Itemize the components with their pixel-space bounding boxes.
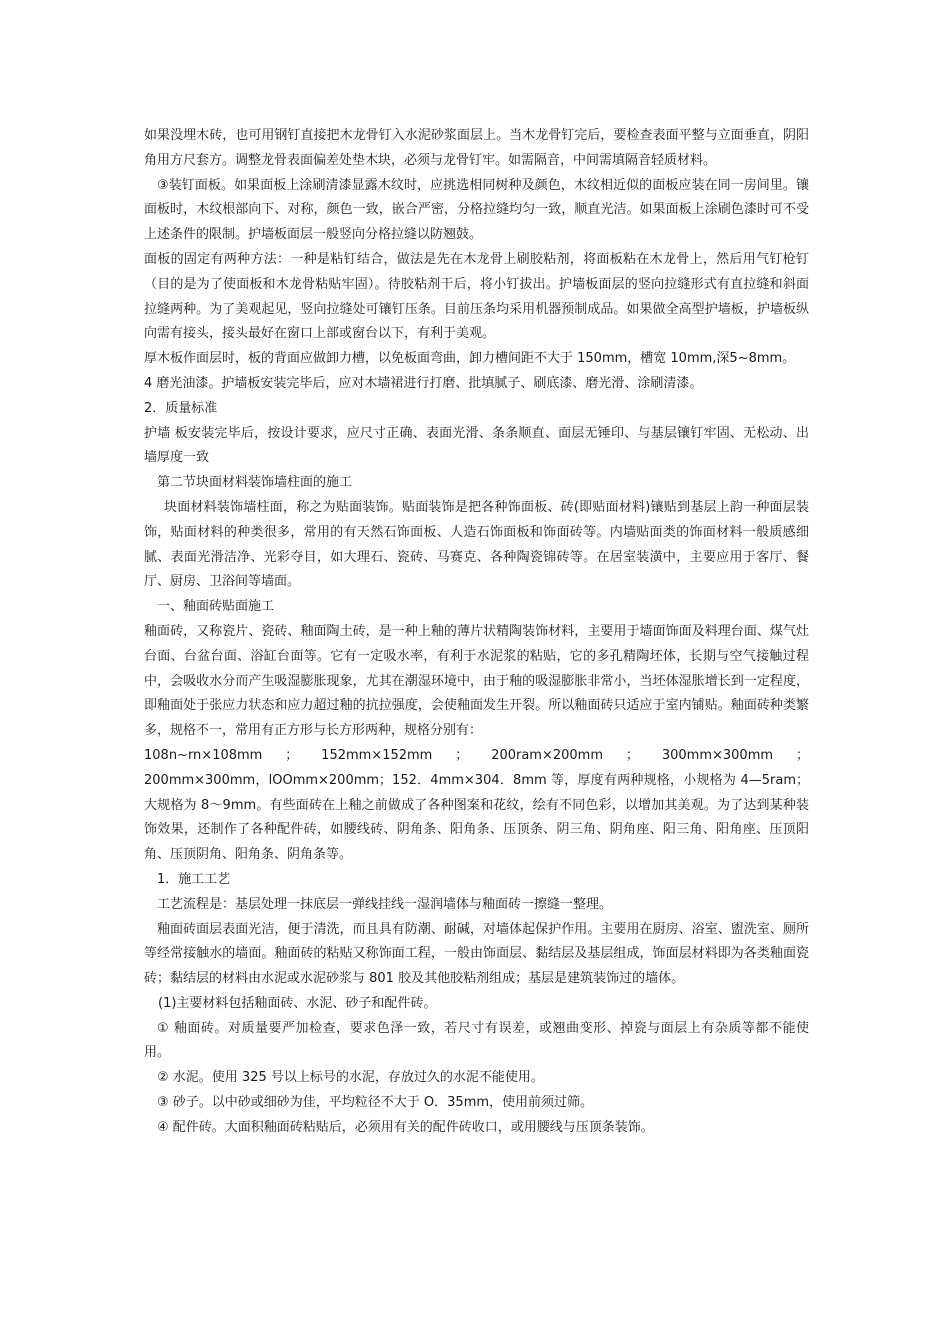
section-heading-block-materials: 第二节块面材料装饰墙柱面的施工	[157, 475, 353, 491]
paragraph-quality-standard: 护墙 板安装完毕后，按设计要求，应尺寸正确、表面光滑、条条顺直、面层无锤印、与基层镶钉牢固、无松动、出墙厚度一致	[144, 425, 809, 466]
heading-glazed-tile: 一、釉面砖贴面施工	[157, 599, 275, 615]
paragraph-glazed-tile-continued: 200mm×300mm，lOOmm×200mm；152．4mm×304．8mm 等，厚度有两种规格，小规格为 4—5ram；大规格为 8～9mm。有些面砖在上釉之前做成了各种图案和花纹，绘有不同色彩，以增加其美观。为了达到某种装饰效果，还制作了各种配件砖，如腰线砖、阴角条、阳角条、压顶条、阴三角、阴角座、阳三角、阳角座、压顶阳角、压顶阴角、阳角条、阴角条等。	[144, 772, 809, 863]
paragraph-block-materials: 块面材料装饰墙柱面，称之为贴面装饰。贴面装饰是把各种饰面板、砖(即贴面材料)镶贴到基层上韵一种面层装饰，贴面材料的种类很多，常用的有天然石饰面板、人造石饰面板和饰面砖等。内墙贴面类的饰面材料一般质感细腻、表面光滑洁净、光彩夺目，如大理石、瓷砖、马赛克、各种陶瓷锦砖等。在居室装潢中，主要应用于客厅、餐厅、厨房、卫浴间等墙面。	[144, 499, 809, 590]
paragraph-material-cement: ② 水泥。使用 325 号以上标号的水泥，存放过久的水泥不能使用。	[157, 1070, 544, 1086]
paragraph-main-materials: (1)主要材料包括釉面砖、水泥、砂子和配件砖。	[158, 995, 437, 1011]
paragraph-polish-paint: 4 磨光油漆。护墙板安装完毕后，应对木墙裙进行打磨、批填腻子、刷底漆、磨光滑、涂刷清漆。	[144, 375, 703, 391]
tile-size-4: 300mm×300mm	[661, 747, 774, 763]
tile-size-separator: ；	[625, 747, 639, 763]
tile-size-separator: ；	[285, 747, 299, 763]
document-page	[144, 124, 809, 1141]
paragraph-thick-board: 厚木板作面层时，板的背面应做卸力槽，以免板面弯曲，卸力槽间距不大于 150mm，槽宽 10mm,深5~8mm。	[144, 351, 796, 367]
paragraph-material-fittings: ④ 配件砖。大面积釉面砖粘贴后，必须用有关的配件砖收口，或用腰线与压顶条装饰。	[157, 1119, 654, 1135]
tile-size-line	[144, 744, 809, 769]
paragraph-wood-brick: 如果没埋木砖，也可用钢钉直接把木龙骨钉入水泥砂浆面层上。当木龙骨钉完后，要检查表面平整与立面垂直，阴阳角用方尺套方。调整龙骨表面偏差处垫木块，必须与龙骨钉牢。如需隔音，中间需填隔音轻质材料。	[144, 128, 809, 168]
tile-size-3: 200ram×200mm	[491, 747, 604, 763]
heading-construction-process: 1．施工工艺	[157, 871, 231, 887]
tile-size-separator: ；	[455, 747, 469, 763]
paragraph-install-panel: ③装钉面板。如果面板上涂刷清漆显露木纹时，应挑选相同树种及颜色，木纹相近似的面板应装在同一房间里。镶面板时，木纹根部向下、对称，颜色一致，嵌合严密，分格拉缝均匀一致，顺直光洁。如果面板上涂刷色漆时可不受上述条件的限制。护墙板面层一般竖向分格拉缝以防翘鼓。	[144, 177, 809, 243]
tile-size-separator: ；	[795, 747, 809, 763]
paragraph-panel-fixing: 面板的固定有两种方法：一种是粘钉结合，做法是先在木龙骨上刷胶粘剂，将面板粘在木龙骨上，然后用气钉枪钉（目的是为了使面板和木龙骨粘贴牢固）。待胶粘剂干后，将小钉拔出。护墙板面层的竖向拉缝形式有直拉缝和斜面拉缝两种。为了美观起见，竖向拉缝处可镶钉压条。目前压条均采用机器预制成品。如果做全高型护墙板，护墙板纵向需有接头，接头最好在窗口上部或窗台以下，有利于美观。	[144, 251, 809, 342]
paragraph-material-sand: ③ 砂子。以中砂或细砂为佳，平均粒径不大于 O．35mm，使用前须过筛。	[157, 1095, 594, 1111]
paragraph-glazed-tile: 釉面砖，又称瓷片、瓷砖、釉面陶土砖，是一种上釉的薄片状精陶装饰材料，主要用于墙面饰面及料理台面、煤气灶台面、台盆台面、浴缸台面等。它有一定吸水率，有利于水泥浆的粘贴，它的多孔精陶坯体，长期与空气接触过程中，会吸收水分而产生吸湿膨胀现象，尤其在潮湿环境中，由于釉的吸湿膨胀非常小，当坯体湿胀增长到一定程度，即釉面处于张应力状态和应力超过釉的抗拉强度，会使釉面发生开裂。所以釉面砖只适应于室内铺贴。釉面砖种类繁多，规格不一，常用有正方形与长方形两种，规格分别有：	[144, 623, 809, 739]
paragraph-tile-surface: 釉面砖面层表面光洁，便于清洗，而且具有防潮、耐碱，对墙体起保护作用。主要用在厨房、浴室、盥洗室、厕所等经常接触水的墙面。釉面砖的粘贴又称饰面工程，一般由饰面层、黏结层及基层组成，饰面层材料即为各类釉面瓷砖；黏结层的材料由水泥或水泥砂浆与 801 胶及其他胶粘剂组成；基层是建筑装饰过的墙体。	[144, 921, 809, 987]
paragraph-process-flow: 工艺流程是：基层处理一抹底层一弹线挂线一湿润墙体与釉面砖一擦缝一整理。	[157, 896, 613, 912]
tile-size-2: 152mm×152mm	[321, 747, 433, 763]
heading-quality-standard: 2．质量标准	[144, 400, 218, 416]
tile-size-1: 108n~rn×108mm	[144, 747, 263, 763]
paragraph-material-tile: ① 釉面砖。对质量要严加检查，要求色泽一致，若尺寸有误差，或翘曲变形、掉瓷与面层上有杂质等都不能使用。	[144, 1020, 809, 1061]
